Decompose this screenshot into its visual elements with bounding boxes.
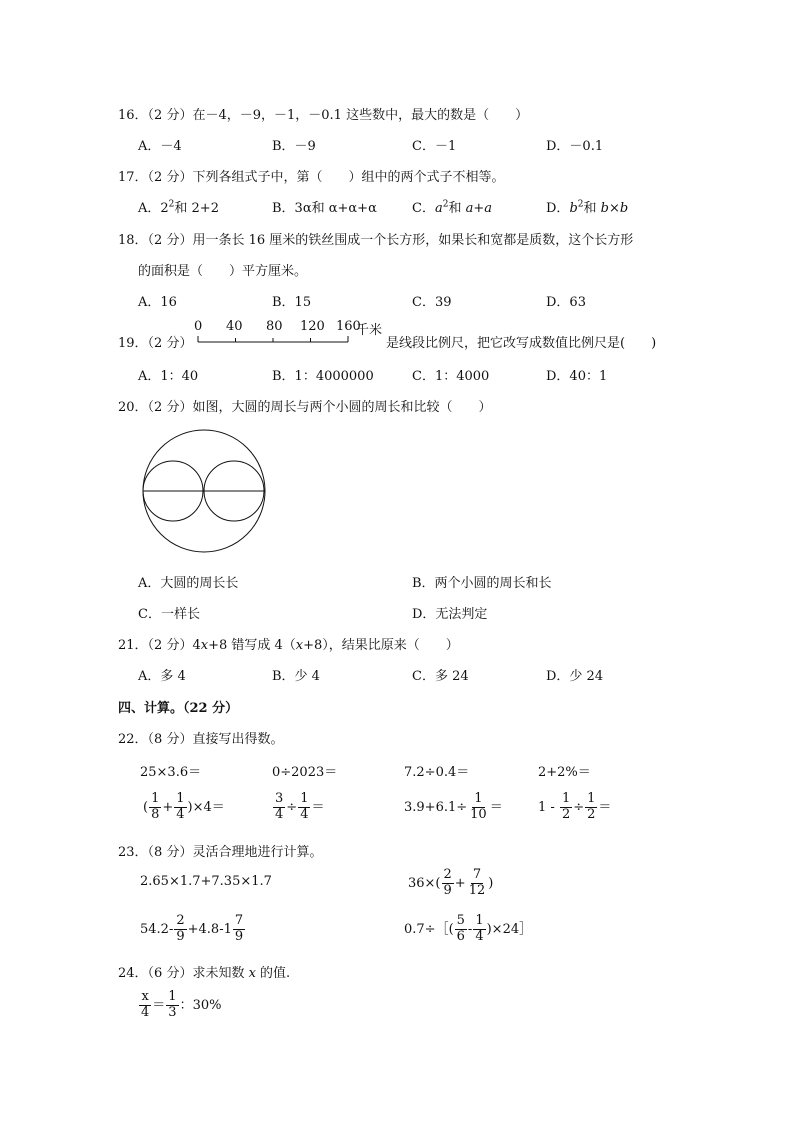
scale-label-0: 0 [194, 319, 203, 334]
q21-option-c: C．多 24 [412, 669, 469, 684]
q17-option-a: A．$2^2$和 2+2 [138, 199, 219, 216]
q19-prefix: 19．（2 分） [118, 336, 193, 351]
q24-stem: 24．（6 分）求未知数 x 的值. [118, 966, 291, 981]
q22-expr-4: 2+2%＝ [538, 765, 591, 780]
q18-stem-line2: 的面积是（ ）平方厘米。 [138, 264, 308, 279]
q19-option-c: C．1：4000 [412, 369, 490, 384]
q23-expr-1: 2.65×1.7+7.35×1.7 [140, 874, 272, 889]
q18-option-d: D．63 [546, 295, 586, 310]
q23-stem: 23．（8 分）灵活合理地进行计算。 [118, 845, 323, 860]
q22-expr-1: 25×3.6＝ [140, 765, 202, 780]
circles-figure [138, 428, 270, 556]
q16-stem: 16．（2 分）在－4，－9，－1，－0.1 这些数中，最大的数是（ ） [118, 108, 529, 123]
q22-stem: 22．（8 分）直接写出得数。 [118, 732, 284, 747]
q20-stem: 20．（2 分）如图，大圆的周长与两个小圆的周长和比较（ ） [118, 400, 492, 415]
q22-expr-2: 0÷2023＝ [272, 765, 338, 780]
q17-option-b: B．3α和 α+α+α [272, 201, 377, 216]
q19-option-a: A．1：40 [138, 369, 199, 384]
q19-option-d: D．40：1 [546, 369, 608, 384]
q21-option-d: D．少 24 [546, 669, 604, 684]
q21-stem: 21．（2 分）4x+8 错写成 4（x+8），结果比原来（ ） [118, 638, 459, 653]
q22-expr-7: 3.9+6.1÷ $\frac{1}{10}$ ＝ [404, 791, 503, 822]
q23-expr-4: 0.7÷［( $\frac{5}{6}$ - $\frac{1}{4}$ )×24］ [404, 913, 533, 944]
q24-equation: $\frac{x}{4}$ ＝ $\frac{1}{3}$ ：30% [141, 989, 222, 1020]
q19-option-b: B．1：4000000 [272, 369, 374, 384]
q16-option-b: B．－9 [272, 139, 316, 154]
q18-option-c: C．39 [412, 295, 452, 310]
q16-option-a: A．－4 [138, 139, 182, 154]
q20-option-d: D．无法判定 [412, 607, 488, 622]
q20-option-b: B．两个小圆的周长和长 [412, 576, 552, 591]
scale-unit: 千米 [356, 323, 383, 338]
scale-label-120: 120 [300, 319, 325, 334]
q16-option-d: D．－0.1 [546, 139, 604, 154]
q22-expr-5: ( $\frac{1}{8}$ + $\frac{1}{4}$ )×4＝ [143, 791, 225, 822]
scale-bar [196, 319, 386, 349]
q20-option-c: C．一样长 [138, 607, 200, 622]
q17-option-c: C．$a^2$和 a+a [412, 199, 492, 216]
q22-expr-3: 7.2÷0.4＝ [404, 765, 470, 780]
section-4-heading: 四、计算。（22 分） [118, 701, 239, 716]
q16-option-c: C．－1 [412, 139, 457, 154]
q23-expr-3: 54.2- $\frac{2}{9}$ +4.8-1 $\frac{7}{9}$ [140, 913, 244, 944]
scale-label-40: 40 [226, 319, 243, 334]
q19-suffix: 是线段比例尺，把它改写成数值比例尺是( ) [386, 336, 657, 351]
q17-stem: 17．（2 分）下列各组式子中，第（ ）组中的两个式子不相等。 [118, 170, 505, 185]
q17-option-d: D．$b^2$和 b×b [546, 199, 629, 216]
q23-expr-2: 36×( $\frac{2}{9}$ + $\frac{7}{12}$ ) [408, 867, 494, 898]
q21-option-a: A．多 4 [138, 669, 186, 684]
q22-expr-6: $\frac{3}{4}$ ÷ $\frac{1}{4}$ ＝ [275, 791, 325, 822]
q18-option-b: B．15 [272, 295, 312, 310]
scale-label-80: 80 [266, 319, 283, 334]
scale-line [196, 333, 356, 345]
q22-expr-8: 1 - $\frac{1}{2}$ ÷ $\frac{1}{2}$ ＝ [538, 791, 612, 822]
q18-stem-line1: 18．（2 分）用一条长 16 厘米的铁丝围成一个长方形，如果长和宽都是质数，这个长方形 [118, 233, 634, 248]
scale-label-160: 160 [336, 319, 361, 334]
q21-option-b: B．少 4 [272, 669, 320, 684]
q20-option-a: A．大圆的周长长 [138, 576, 239, 591]
q18-option-a: A．16 [138, 295, 177, 310]
